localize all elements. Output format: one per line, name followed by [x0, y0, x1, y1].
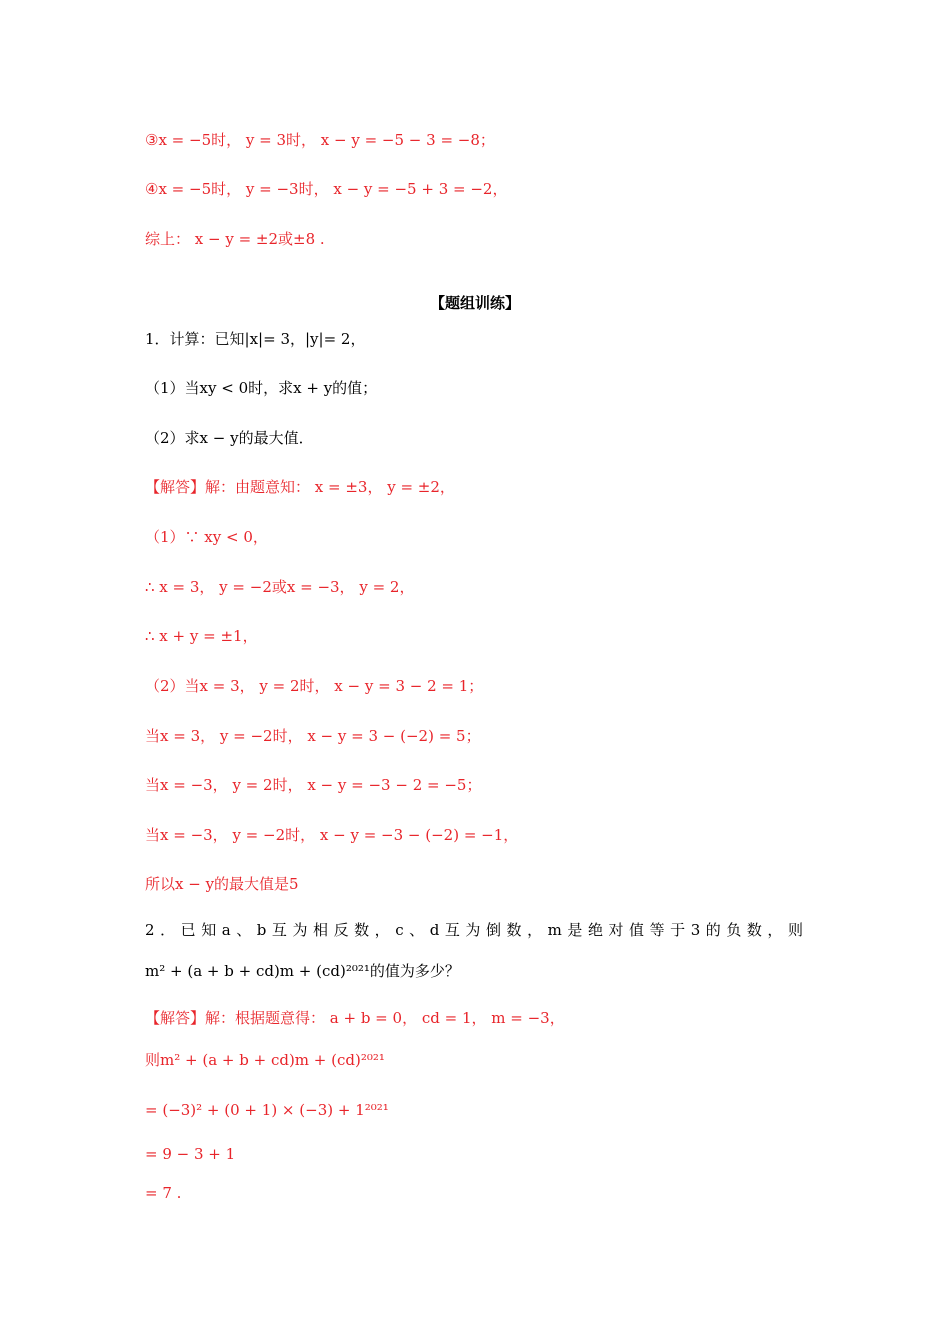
- problem-2-answer-final: = 7 .: [145, 1184, 182, 1202]
- problem-1-answer-step: 当x = −3， y = −2时， x − y = −3 − (−2) = −1，: [145, 826, 519, 844]
- problem-2-answer-step: 则m² + (a + b + cd)m + (cd)²⁰²¹: [145, 1051, 385, 1069]
- problem-2-expression: m² + (a + b + cd)m + (cd)²⁰²¹的值为多少？: [145, 962, 460, 980]
- problem-1-answer-intro: 【解答】解：由题意知： x = ±3， y = ±2，: [145, 478, 455, 496]
- solution-summary: 综上： x − y = ±2或±8 .: [145, 230, 325, 248]
- problem-2-statement: 2．已知a、b互为相反数，c、d互为倒数，m是绝对值等于3的负数，则: [145, 921, 805, 939]
- problem-1-answer-step: （1）∵ xy < 0，: [145, 528, 268, 546]
- section-heading: 【题组训练】: [429, 294, 520, 312]
- problem-2-answer-step: = 9 − 3 + 1: [145, 1145, 236, 1163]
- problem-1-conclusion: 所以x − y的最大值是5: [145, 875, 299, 893]
- problem-1-statement: 1．计算：已知|x|= 3，|y|= 2，: [145, 330, 366, 348]
- problem-1-part-1: （1）当xy < 0时，求x + y的值；: [145, 379, 378, 397]
- solution-case-3: ③x = −5时， y = 3时， x − y = −5 − 3 = −8；: [145, 131, 495, 149]
- problem-1-part-2: （2）求x − y的最大值．: [145, 429, 314, 447]
- problem-1-answer-step: （2）当x = 3， y = 2时， x − y = 3 − 2 = 1；: [145, 677, 484, 695]
- problem-2-answer-step: = (−3)² + (0 + 1) × (−3) + 1²⁰²¹: [145, 1101, 389, 1119]
- problem-1-answer-step: 当x = 3， y = −2时， x − y = 3 − (−2) = 5；: [145, 727, 481, 745]
- problem-1-answer-step: 当x = −3， y = 2时， x − y = −3 − 2 = −5；: [145, 776, 482, 794]
- solution-case-4: ④x = −5时， y = −3时， x − y = −5 + 3 = −2，: [145, 180, 508, 198]
- problem-2-answer-intro: 【解答】解：根据题意得： a + b = 0， cd = 1， m = −3，: [145, 1009, 565, 1027]
- problem-1-answer-step: ∴ x + y = ±1，: [145, 627, 258, 645]
- problem-1-answer-step: ∴ x = 3， y = −2或x = −3， y = 2，: [145, 578, 415, 596]
